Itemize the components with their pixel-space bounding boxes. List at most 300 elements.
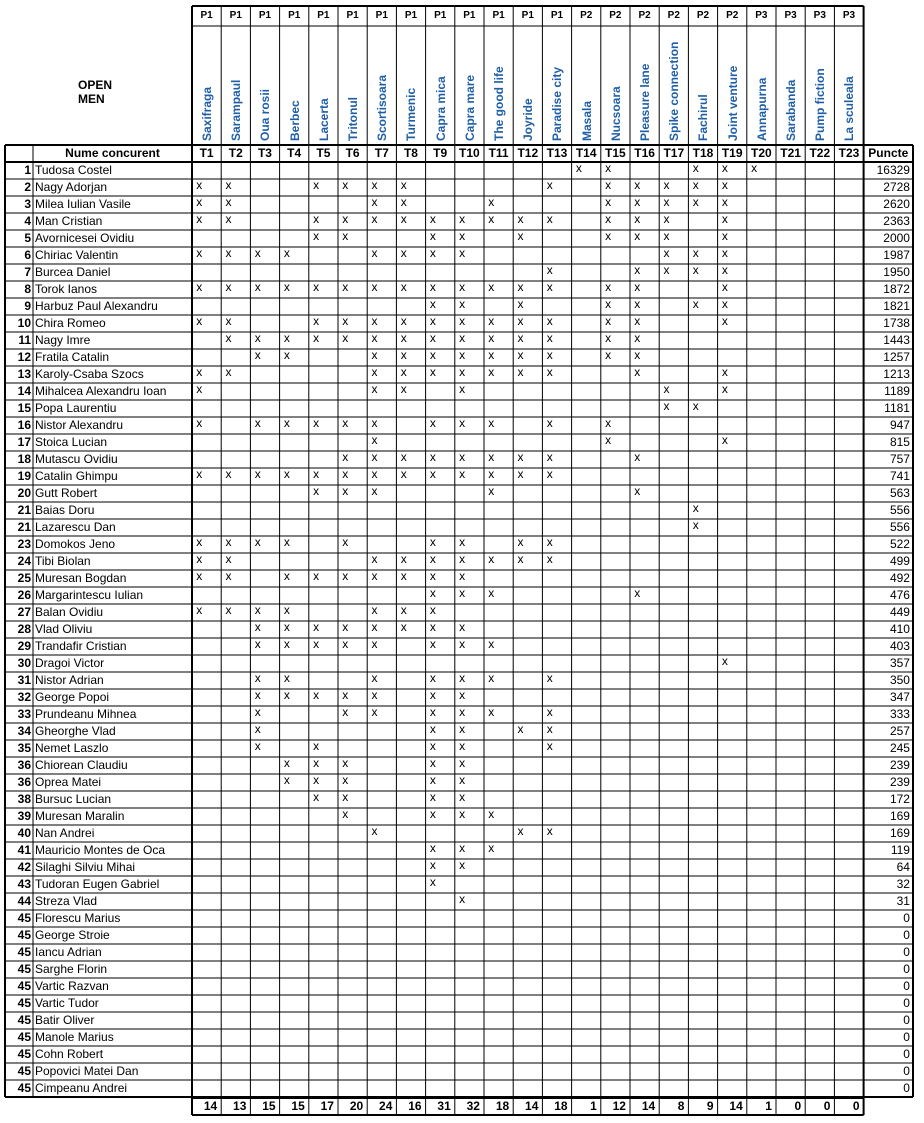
ascent-mark: x	[283, 620, 290, 634]
route-sector-label: P3	[842, 10, 856, 21]
route-code: T17	[663, 146, 685, 160]
ascent-mark: x	[429, 552, 436, 566]
ascent-mark: x	[692, 518, 699, 532]
ascent-mark: x	[488, 365, 495, 379]
ascent-mark: x	[342, 229, 349, 243]
points-cell: 1950	[883, 265, 910, 279]
points-cell: 1738	[883, 316, 910, 330]
ascent-mark: x	[488, 212, 495, 226]
ascent-mark: x	[371, 620, 378, 634]
ascent-mark: x	[634, 484, 641, 498]
ascent-mark: x	[429, 535, 436, 549]
rank-cell: 35	[17, 741, 31, 755]
ascent-mark: x	[400, 314, 407, 328]
competitor-name: Sarghe Florin	[35, 962, 108, 976]
ascent-mark: x	[459, 892, 466, 906]
competitor-name: Batir Oliver	[35, 1013, 95, 1027]
route-total: 31	[437, 1099, 451, 1113]
ascent-mark: x	[459, 756, 466, 770]
competitor-name: Nemet Laszlo	[35, 741, 109, 755]
route-sector-label: P3	[813, 10, 826, 21]
competitor-name: Popovici Matei Dan	[35, 1064, 139, 1078]
route-total: 24	[379, 1099, 393, 1113]
competitor-name: Cohn Robert	[35, 1047, 104, 1061]
ascent-mark: x	[254, 348, 261, 362]
points-cell: 169	[889, 809, 910, 823]
ascent-mark: x	[254, 671, 261, 685]
ascent-mark: x	[517, 314, 524, 328]
route-name: Paradise city	[550, 66, 565, 141]
route-code: T19	[721, 146, 743, 160]
points-cell: 403	[889, 639, 910, 653]
ascent-mark: x	[692, 263, 699, 277]
competitor-name: Iancu Adrian	[35, 945, 102, 959]
ascent-mark: x	[429, 416, 436, 430]
ascent-mark: x	[196, 178, 203, 192]
competitor-name: Muresan Maralin	[35, 809, 125, 823]
ascent-mark: x	[517, 450, 524, 464]
ascent-mark: x	[196, 382, 203, 396]
ascent-mark: x	[371, 552, 378, 566]
ascent-mark: x	[225, 365, 232, 379]
points-cell: 119	[890, 843, 910, 857]
competitor-name: Stoica Lucian	[35, 435, 108, 449]
ascent-mark: x	[225, 314, 232, 328]
ascent-mark: x	[313, 756, 320, 770]
route-code: T21	[780, 146, 801, 160]
rank-cell: 39	[17, 809, 31, 823]
rank-cell: 45	[17, 911, 31, 925]
route-code: T3	[257, 146, 272, 160]
ascent-mark: x	[371, 246, 378, 260]
ascent-mark: x	[546, 739, 553, 753]
competitor-name: Mihalcea Alexandru Ioan	[35, 384, 167, 398]
route-name: Oua rosii	[258, 88, 273, 141]
competitor-name: George Stroie	[35, 928, 110, 942]
ascent-mark: x	[429, 365, 436, 379]
competitor-name: Popa Laurentiu	[35, 401, 117, 415]
route-name: Pump fiction	[813, 68, 828, 141]
ascent-mark: x	[721, 297, 728, 311]
competitor-name: Catalin Ghimpu	[35, 469, 118, 483]
route-total: 16	[408, 1099, 422, 1113]
ascent-mark: x	[546, 263, 553, 277]
ascent-mark: x	[663, 178, 670, 192]
ascent-mark: x	[313, 739, 320, 753]
ascent-mark: x	[196, 569, 203, 583]
points-cell: 1213	[883, 367, 910, 381]
ascent-mark: x	[400, 603, 407, 617]
ascent-mark: x	[546, 280, 553, 294]
ascent-mark: x	[283, 671, 290, 685]
rank-cell: 33	[17, 707, 31, 721]
ascent-mark: x	[371, 212, 378, 226]
ascent-mark: x	[371, 195, 378, 209]
ascent-mark: x	[605, 280, 612, 294]
points-cell: 449	[889, 605, 910, 619]
competitor-name: Chiriac Valentin	[35, 248, 119, 262]
ascent-mark: x	[605, 348, 612, 362]
ascent-mark: x	[459, 773, 466, 787]
ascent-mark: x	[283, 246, 290, 260]
rank-cell: 15	[17, 401, 31, 415]
route-code: T13	[546, 146, 568, 160]
route-name: Annapurna	[754, 77, 769, 141]
ascent-mark: x	[459, 841, 466, 855]
ascent-mark: x	[459, 246, 466, 260]
ascent-mark: x	[517, 297, 524, 311]
competitor-name: Manole Marius	[35, 1030, 114, 1044]
ascent-mark: x	[663, 399, 670, 413]
ascent-mark: x	[254, 280, 261, 294]
ascent-mark: x	[313, 212, 320, 226]
ascent-mark: x	[283, 637, 290, 651]
ascent-mark: x	[342, 535, 349, 549]
points-cell: 1987	[883, 248, 910, 262]
ascent-mark: x	[605, 297, 612, 311]
competitor-name: Oprea Matei	[35, 775, 102, 789]
ascent-mark: x	[692, 161, 699, 175]
ascent-mark: x	[429, 722, 436, 736]
rank-cell: 34	[17, 724, 31, 738]
ascent-mark: x	[283, 348, 290, 362]
rank-cell: 9	[24, 299, 31, 313]
points-cell: 357	[889, 656, 910, 670]
ascent-mark: x	[429, 858, 436, 872]
ascent-mark: x	[342, 450, 349, 464]
ascent-mark: x	[459, 280, 466, 294]
ascent-mark: x	[342, 790, 349, 804]
ascent-mark: x	[605, 178, 612, 192]
ascent-mark: x	[429, 314, 436, 328]
ascent-mark: x	[342, 637, 349, 651]
competitor-name: Tudoran Eugen Gabriel	[35, 877, 160, 891]
points-cell: 169	[889, 826, 910, 840]
rank-cell: 18	[17, 452, 31, 466]
ascent-mark: x	[459, 858, 466, 872]
ascent-mark: x	[459, 688, 466, 702]
ascent-mark: x	[342, 416, 349, 430]
ascent-mark: x	[488, 331, 495, 345]
ascent-mark: x	[488, 450, 495, 464]
ascent-mark: x	[225, 212, 232, 226]
ascent-mark: x	[517, 212, 524, 226]
points-cell: 0	[903, 1081, 910, 1095]
ascent-mark: x	[459, 535, 466, 549]
competitor-name: Nistor Alexandru	[35, 418, 124, 432]
points-cell: 239	[889, 758, 910, 772]
ascent-mark: x	[605, 195, 612, 209]
ascent-mark: x	[488, 586, 495, 600]
ascent-mark: x	[459, 671, 466, 685]
route-total: 13	[233, 1099, 247, 1113]
rank-cell: 30	[17, 656, 31, 670]
competitor-name: Gutt Robert	[35, 486, 98, 500]
route-total: 0	[823, 1099, 831, 1113]
ascent-mark: x	[225, 280, 232, 294]
rank-cell: 20	[17, 486, 31, 500]
points-cell: 1257	[883, 350, 910, 364]
points-cell: 350	[889, 673, 910, 687]
ascent-mark: x	[196, 467, 203, 481]
rank-cell: 4	[24, 214, 31, 228]
rank-cell: 41	[17, 843, 31, 857]
route-code: T23	[838, 146, 860, 160]
competitor-name: Nagy Adorjan	[35, 180, 108, 194]
ascent-mark: x	[313, 280, 320, 294]
ascent-mark: x	[313, 467, 320, 481]
ascent-mark: x	[692, 399, 699, 413]
route-code: T7	[374, 146, 389, 160]
points-cell: 741	[889, 469, 910, 483]
route-name: Sarampaul	[229, 79, 244, 141]
ascent-mark: x	[634, 365, 641, 379]
rank-cell: 38	[17, 792, 31, 806]
route-code: T9	[433, 146, 448, 160]
competitor-name: Burcea Daniel	[35, 265, 111, 279]
ascent-mark: x	[517, 229, 524, 243]
ascent-mark: x	[459, 467, 466, 481]
ascent-mark: x	[342, 620, 349, 634]
route-sector-label: P3	[784, 10, 797, 21]
ascent-mark: x	[371, 569, 378, 583]
ascent-mark: x	[254, 722, 261, 736]
points-cell: 32	[896, 877, 910, 891]
points-column-header: Puncte	[868, 146, 909, 160]
ascent-mark: x	[429, 790, 436, 804]
ascent-mark: x	[400, 212, 407, 226]
ascent-mark: x	[605, 314, 612, 328]
route-total: 20	[349, 1099, 364, 1113]
ascent-mark: x	[546, 467, 553, 481]
ascent-mark: x	[488, 637, 495, 651]
ascent-mark: x	[429, 705, 436, 719]
ascent-mark: x	[371, 348, 378, 362]
ascent-mark: x	[546, 314, 553, 328]
ascent-mark: x	[721, 178, 728, 192]
rank-cell: 45	[17, 945, 31, 959]
route-code: T10	[459, 146, 480, 160]
ascent-mark: x	[196, 246, 203, 260]
ascent-mark: x	[225, 467, 232, 481]
route-sector-label: P1	[404, 10, 418, 21]
route-total: 1	[590, 1099, 597, 1113]
route-sector-label: P1	[463, 10, 476, 21]
route-code: T6	[345, 146, 360, 160]
ascent-mark: x	[225, 195, 232, 209]
ascent-mark: x	[721, 263, 728, 277]
competitor-name: Chira Romeo	[35, 316, 106, 330]
ascent-mark: x	[459, 620, 466, 634]
route-total: 15	[262, 1099, 276, 1113]
route-code: T11	[488, 146, 509, 160]
competitor-name: Margarintescu Iulian	[35, 588, 144, 602]
ascent-mark: x	[429, 229, 436, 243]
ascent-mark: x	[605, 331, 612, 345]
ascent-mark: x	[254, 246, 261, 260]
ascent-mark: x	[634, 195, 641, 209]
ascent-mark: x	[313, 416, 320, 430]
ascent-mark: x	[313, 314, 320, 328]
points-cell: 947	[889, 418, 910, 432]
points-cell: 239	[889, 775, 910, 789]
rank-cell: 43	[17, 877, 31, 891]
route-code: T22	[809, 146, 831, 160]
ascent-mark: x	[283, 280, 290, 294]
ascent-mark: x	[283, 603, 290, 617]
ascent-mark: x	[283, 756, 290, 770]
competitor-name: Cimpeanu Andrei	[35, 1081, 128, 1095]
ascent-mark: x	[429, 280, 436, 294]
rank-cell: 5	[24, 231, 31, 245]
points-cell: 0	[903, 962, 910, 976]
route-sector-label: P2	[638, 10, 651, 21]
ascent-mark: x	[692, 501, 699, 515]
route-total: 12	[612, 1099, 626, 1113]
ascent-mark: x	[313, 773, 320, 787]
ascent-mark: x	[429, 569, 436, 583]
route-sector-label: P2	[696, 10, 710, 21]
ascent-mark: x	[459, 365, 466, 379]
ascent-mark: x	[342, 807, 349, 821]
rank-cell: 23	[17, 537, 31, 551]
ascent-mark: x	[751, 161, 758, 175]
route-sector-label: P1	[521, 10, 534, 21]
points-cell: 347	[889, 690, 910, 704]
rank-cell: 36	[17, 775, 31, 789]
route-name: La sculeala	[842, 76, 857, 141]
ascent-mark: x	[225, 178, 232, 192]
points-cell: 410	[889, 622, 910, 636]
competitor-name: Tibi Biolan	[35, 554, 91, 568]
ascent-mark: x	[371, 416, 378, 430]
rank-cell: 24	[17, 554, 31, 568]
ascent-mark: x	[488, 671, 495, 685]
ascent-mark: x	[225, 603, 232, 617]
ascent-mark: x	[254, 705, 261, 719]
route-total: 14	[525, 1099, 539, 1113]
rank-cell: 42	[17, 860, 31, 874]
ascent-mark: x	[254, 739, 261, 753]
ascent-mark: x	[459, 722, 466, 736]
points-cell: 245	[889, 741, 910, 755]
route-name: The good life	[492, 66, 506, 141]
competitor-name: Avornicesei Ovidiu	[35, 231, 135, 245]
ascent-mark: x	[546, 705, 553, 719]
ascent-mark: x	[663, 195, 670, 209]
ascent-mark: x	[605, 229, 612, 243]
ascent-mark: x	[575, 161, 582, 175]
route-code: T12	[517, 146, 539, 160]
ascent-mark: x	[429, 586, 436, 600]
ascent-mark: x	[517, 722, 524, 736]
ascent-mark: x	[634, 212, 641, 226]
route-total: 0	[794, 1099, 802, 1113]
route-sector-label: P1	[229, 10, 242, 21]
ascent-mark: x	[634, 178, 641, 192]
route-code: T15	[605, 146, 626, 160]
ascent-mark: x	[313, 790, 320, 804]
rank-cell: 27	[17, 605, 31, 619]
points-cell: 556	[889, 520, 910, 534]
ascent-mark: x	[225, 331, 232, 345]
route-code: T4	[287, 146, 302, 160]
route-name: Nucsoara	[608, 86, 623, 141]
ascent-mark: x	[663, 263, 670, 277]
ascent-mark: x	[634, 314, 641, 328]
route-name: Saxifraga	[200, 86, 214, 141]
ascent-mark: x	[517, 824, 524, 838]
ascent-mark: x	[517, 331, 524, 345]
route-code: T5	[316, 146, 331, 160]
ascent-mark: x	[721, 229, 728, 243]
rank-cell: 21	[17, 503, 31, 517]
ascent-mark: x	[371, 433, 378, 447]
route-code: T1	[199, 146, 214, 160]
rank-cell: 6	[24, 248, 31, 262]
ascent-mark: x	[663, 229, 670, 243]
competitor-name: Florescu Marius	[35, 911, 121, 925]
ascent-mark: x	[400, 382, 407, 396]
points-cell: 1821	[883, 299, 910, 313]
route-total: 18	[495, 1099, 510, 1113]
ascent-mark: x	[196, 314, 203, 328]
ascent-mark: x	[546, 722, 553, 736]
ascent-mark: x	[634, 280, 641, 294]
rank-cell: 36	[17, 758, 31, 772]
ascent-mark: x	[371, 314, 378, 328]
ascent-mark: x	[429, 671, 436, 685]
ascent-mark: x	[517, 552, 524, 566]
route-total: 18	[554, 1099, 568, 1113]
rank-cell: 11	[18, 333, 31, 347]
ascent-mark: x	[634, 348, 641, 362]
ascent-mark: x	[605, 161, 612, 175]
ascent-mark: x	[342, 688, 349, 702]
ascent-mark: x	[546, 331, 553, 345]
route-name: Capra mare	[462, 74, 477, 141]
ascent-mark: x	[225, 552, 232, 566]
ascent-mark: x	[459, 331, 466, 345]
ascent-mark: x	[371, 705, 378, 719]
ascent-mark: x	[459, 382, 466, 396]
route-sector-label: P1	[200, 10, 213, 21]
ascent-mark: x	[517, 348, 524, 362]
competitor-name: Tudosa Costel	[35, 163, 112, 177]
ascent-mark: x	[546, 416, 553, 430]
ascent-mark: x	[459, 348, 466, 362]
ascent-mark: x	[400, 348, 407, 362]
ascent-mark: x	[196, 280, 203, 294]
route-total: 0	[852, 1099, 860, 1113]
route-total: 14	[203, 1099, 218, 1113]
ascent-mark: x	[254, 331, 261, 345]
ascent-mark: x	[429, 246, 436, 260]
competitor-name: Gheorghe Vlad	[35, 724, 116, 738]
ascent-mark: x	[283, 331, 290, 345]
ascent-mark: x	[546, 552, 553, 566]
competitor-name: Karoly-Csaba Szocs	[35, 367, 144, 381]
route-name: Masala	[579, 100, 594, 141]
ascent-mark: x	[605, 212, 612, 226]
ascent-mark: x	[400, 246, 407, 260]
ascent-mark: x	[371, 365, 378, 379]
route-name: Turmenic	[404, 87, 419, 141]
ascent-mark: x	[721, 433, 728, 447]
route-sector-label: P2	[726, 10, 739, 21]
points-cell: 0	[903, 1064, 910, 1078]
ascent-mark: x	[488, 348, 495, 362]
